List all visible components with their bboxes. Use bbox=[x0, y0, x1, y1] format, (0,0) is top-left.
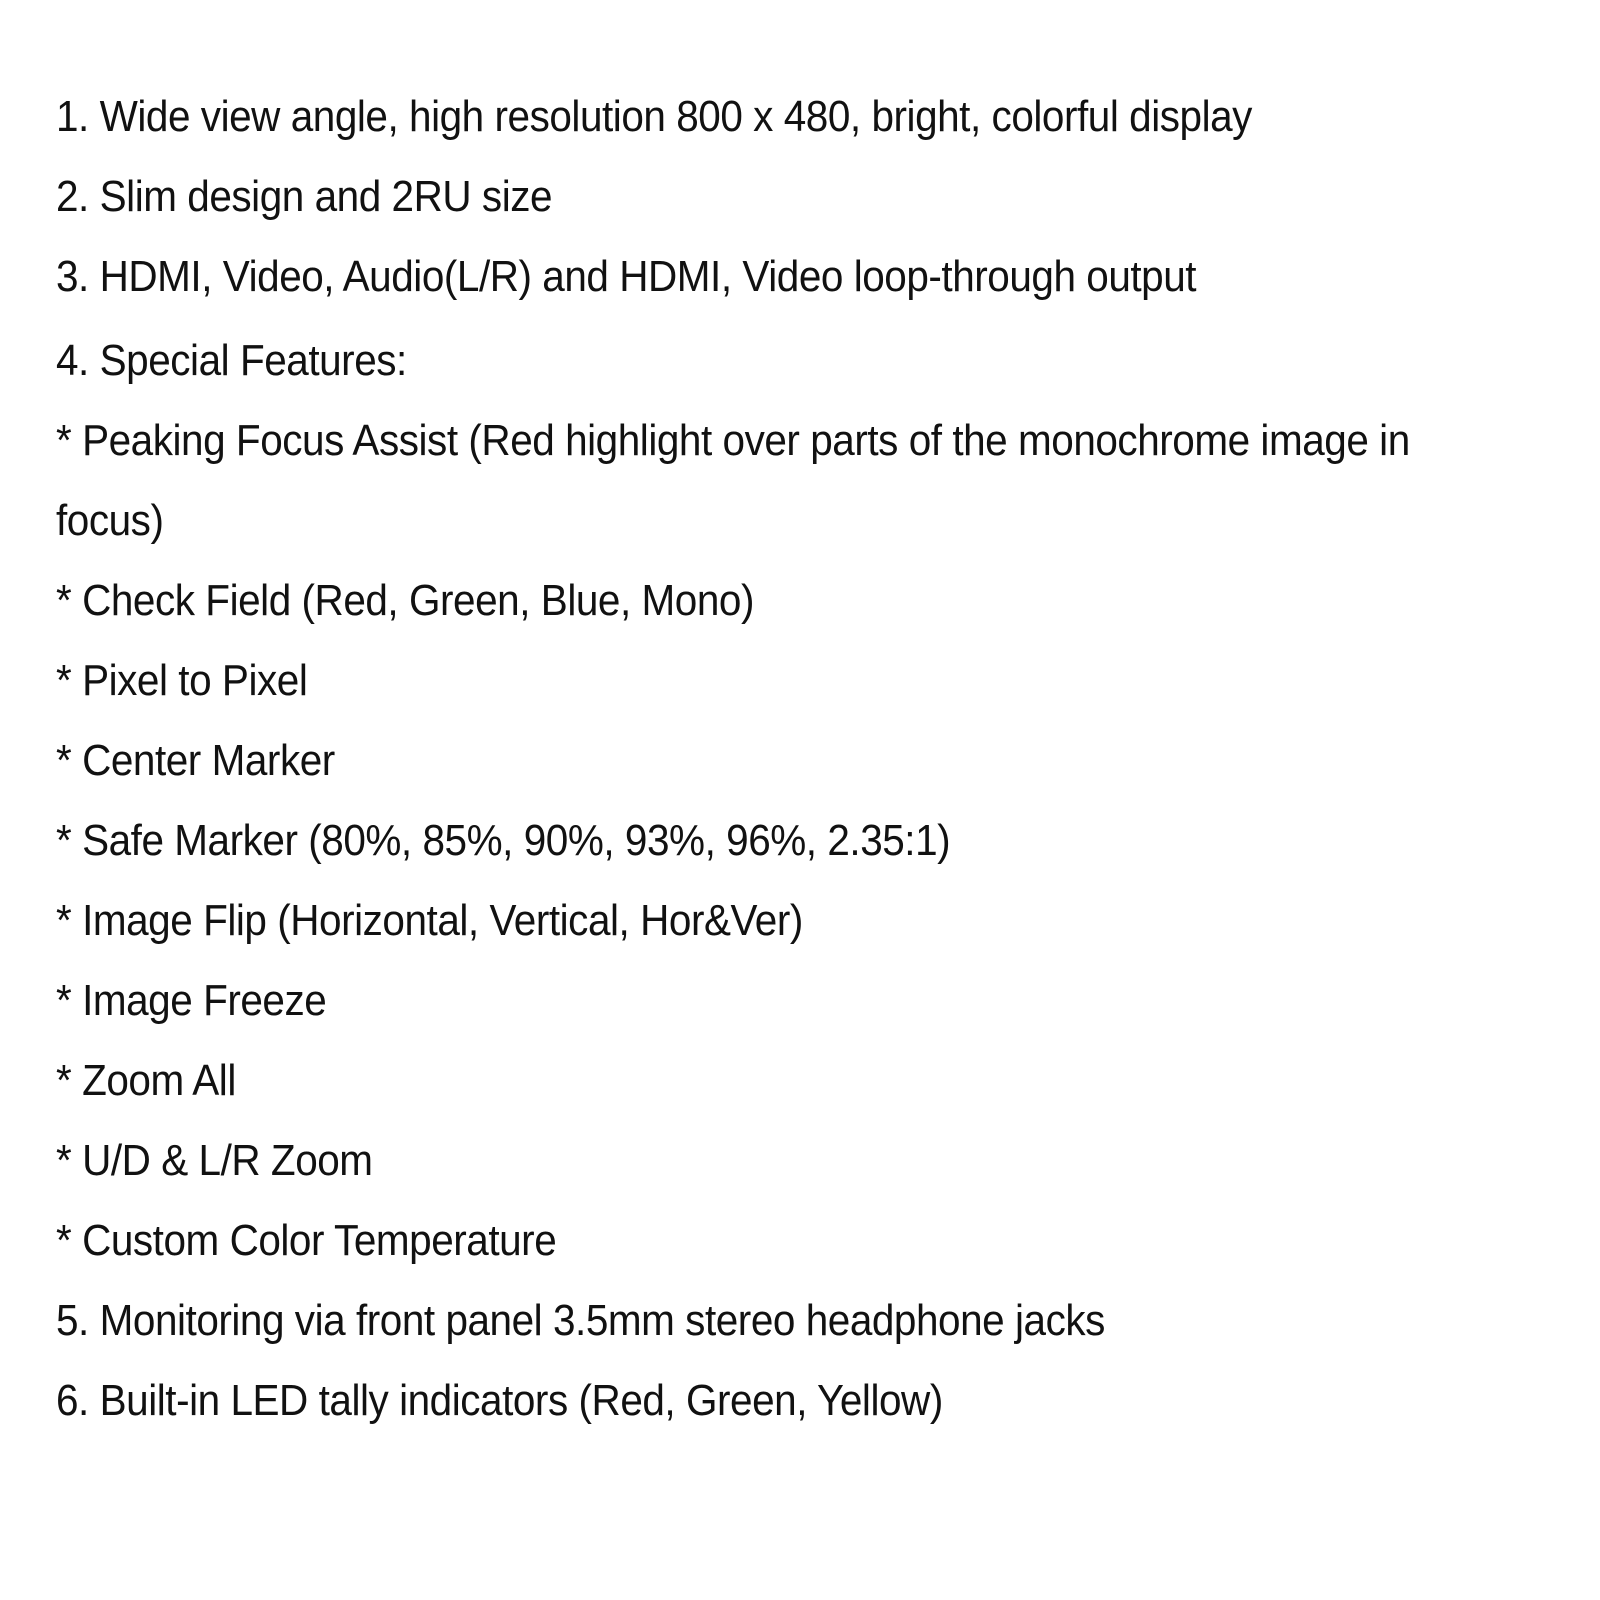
special-feature-color-temperature: * Custom Color Temperature bbox=[56, 1216, 557, 1265]
special-feature-ud-lr-zoom: * U/D & L/R Zoom bbox=[56, 1136, 373, 1185]
special-feature-pixel-to-pixel: * Pixel to Pixel bbox=[56, 656, 308, 705]
special-feature-center-marker: * Center Marker bbox=[56, 736, 335, 785]
special-feature-image-freeze: * Image Freeze bbox=[56, 976, 327, 1025]
special-feature-image-flip: * Image Flip (Horizontal, Vertical, Hor&Ver) bbox=[56, 896, 803, 945]
special-feature-peaking-focus-continued: focus) bbox=[56, 496, 164, 545]
special-feature-check-field: * Check Field (Red, Green, Blue, Mono) bbox=[56, 576, 754, 625]
feature-item-5: 5. Monitoring via front panel 3.5mm stereo headphone jacks bbox=[56, 1296, 1105, 1345]
feature-item-6: 6. Built-in LED tally indicators (Red, Green, Yellow) bbox=[56, 1376, 943, 1425]
feature-item-4-heading: 4. Special Features: bbox=[56, 336, 407, 385]
special-feature-safe-marker: * Safe Marker (80%, 85%, 90%, 93%, 96%, 2.35:1) bbox=[56, 816, 951, 865]
special-feature-peaking-focus: * Peaking Focus Assist (Red highlight over parts of the monochrome image in bbox=[56, 416, 1410, 465]
special-feature-zoom-all: * Zoom All bbox=[56, 1056, 236, 1105]
feature-item-3: 3. HDMI, Video, Audio(L/R) and HDMI, Video loop-through output bbox=[56, 252, 1197, 301]
feature-item-2: 2. Slim design and 2RU size bbox=[56, 172, 553, 221]
feature-item-1: 1. Wide view angle, high resolution 800 x 480, bright, colorful display bbox=[56, 92, 1252, 141]
feature-list bbox=[56, 88, 1586, 1452]
